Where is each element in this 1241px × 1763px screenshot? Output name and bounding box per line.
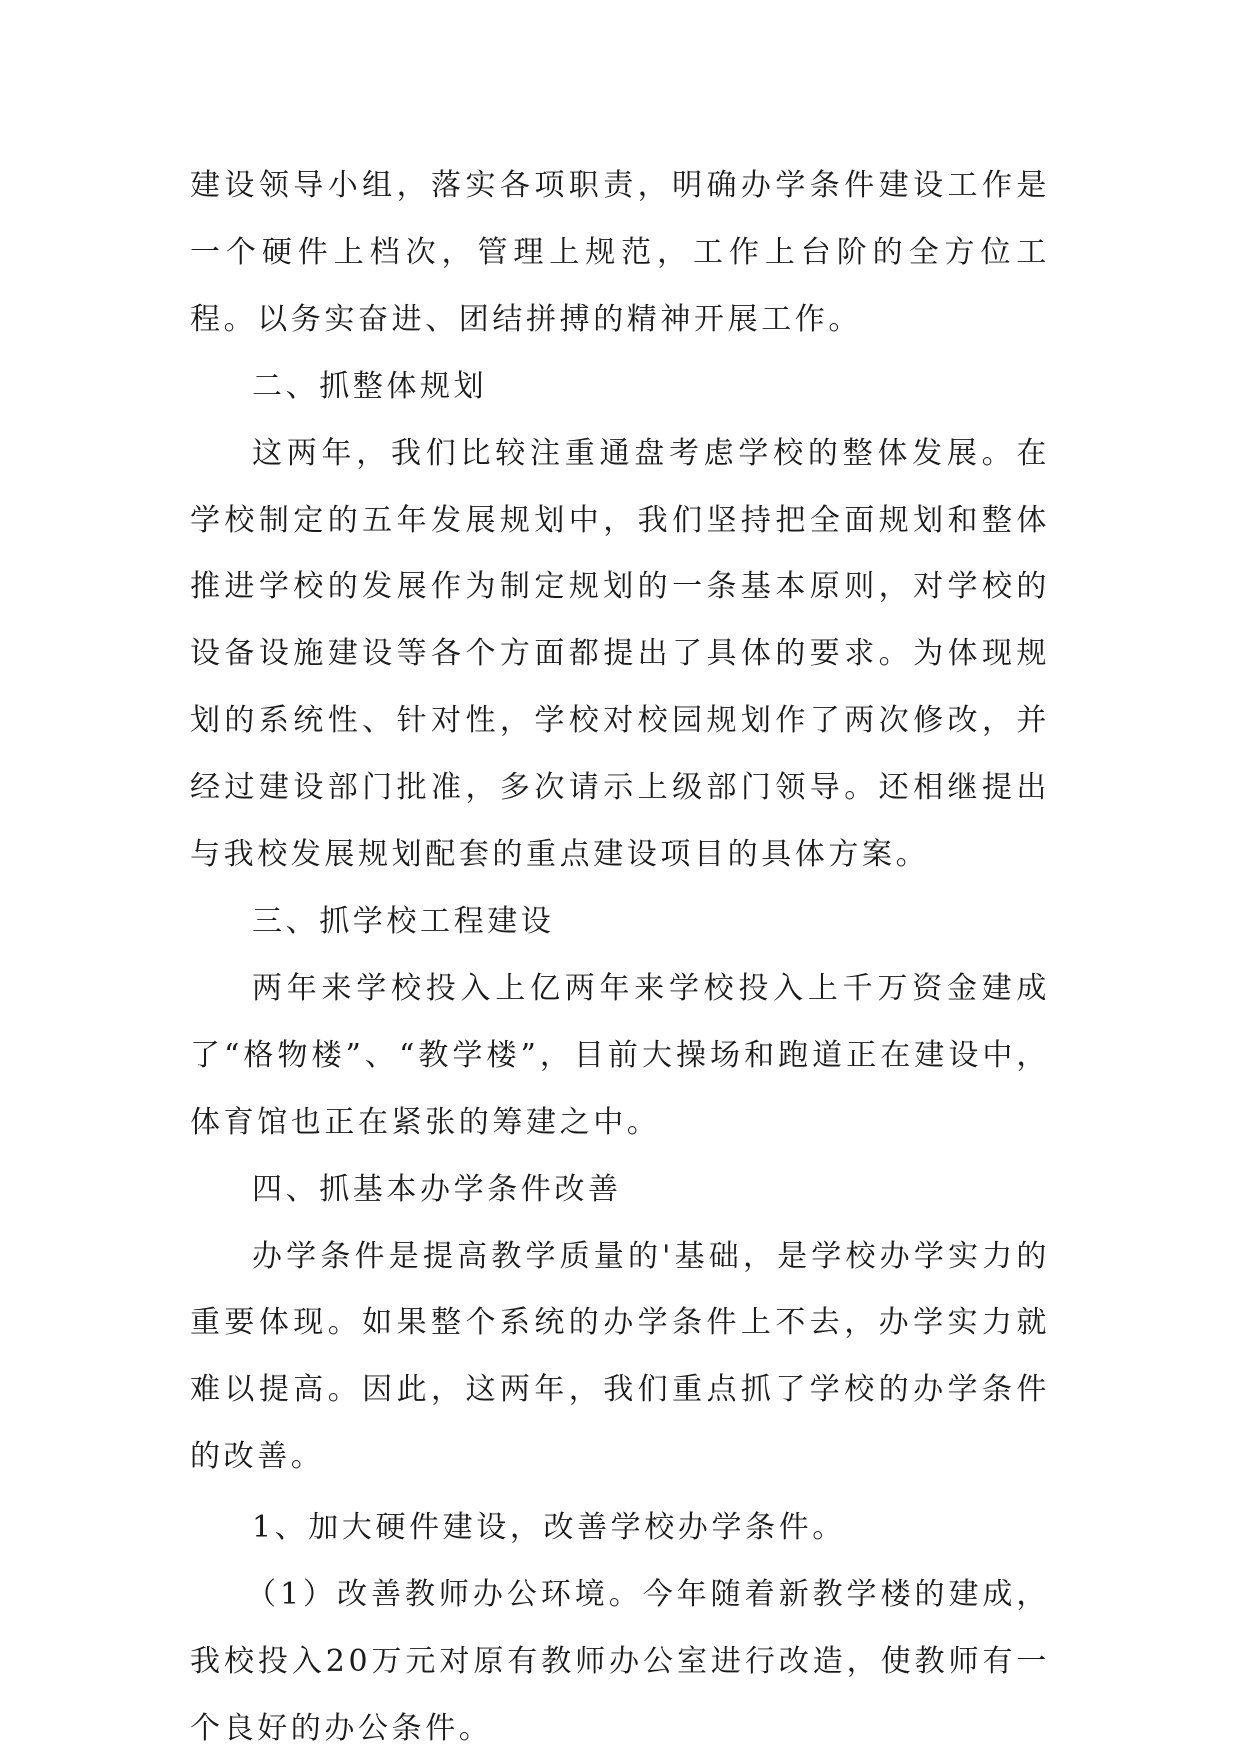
document-body (190, 153, 1050, 1763)
section-heading-construction: 三、抓学校工程建设 (252, 903, 555, 939)
section-body-conditions: 办学条件是提高教学质量的'基础，是学校办学实力的重要体现。如果整个系统的办学条件上不去，办学实力就难以提高。因此，这两年，我们重点抓了学校的办学条件的改善。 (190, 1238, 1050, 1475)
section-body-construction: 两年来学校投入上亿两年来学校投入上千万资金建成了“格物楼”、“教学楼”，目前大操场和跑道正在建设中，体育馆也正在紧张的筹建之中。 (190, 970, 1050, 1140)
list-subitem-office: （1）改善教师办公环境。今年随着新教学楼的建成，我校投入20万元对原有教师办公室进行改造，使教师有一个良好的办公条件。 (190, 1577, 1050, 1746)
intro-paragraph: 建设领导小组，落实各项职责，明确办学条件建设工作是一个硬件上档次，管理上规范，工作上台阶的全方位工程。以务实奋进、团结拼搏的精神开展工作。 (190, 168, 1050, 337)
section-body-planning: 这两年，我们比较注重通盘考虑学校的整体发展。在学校制定的五年发展规划中，我们坚持把全面规划和整体推进学校的发展作为制定规划的一条基本原则，对学校的设备设施建设等各个方面都提出了具体的要求。为体现规划的系统性、针对性，学校对校园规划作了两次修改，并经过建设部门批准，多次请示上级部门领导。还相继提出与我校发展规划配套的重点建设项目的具体方案。 (190, 435, 1050, 873)
section-heading-conditions: 四、抓基本办学条件改善 (252, 1171, 622, 1207)
section-heading-planning: 二、抓整体规划 (252, 368, 488, 404)
list-item-hardware: 1、加大硬件建设，改善学校办学条件。 (252, 1510, 846, 1546)
